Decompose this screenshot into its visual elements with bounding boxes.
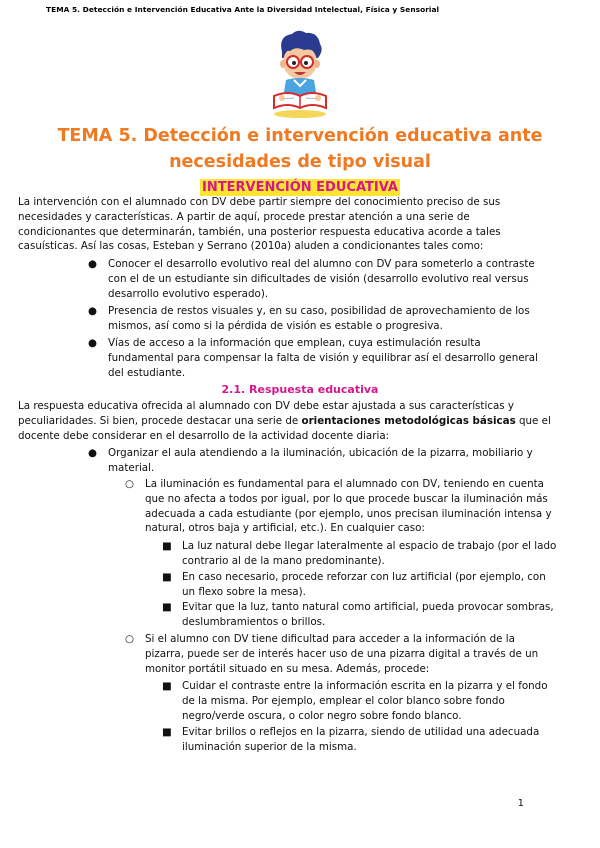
text-line: pizarra, puede ser de interés hacer uso de una pizarra digital a través de un <box>145 647 539 660</box>
text-line: deslumbramientos o brillos. <box>182 615 326 628</box>
list-item <box>88 446 533 476</box>
text-line: con el de un estudiante sin dificultades de visión (desarrollo evolutivo real versus <box>108 272 529 285</box>
bullet-icon: ● <box>88 258 97 270</box>
text-line: Evitar brillos o reflejos en la pizarra, siendo de utilidad una adecuada <box>182 726 540 738</box>
text-line: fundamental para compensar la falta de visión y equilibrar así el desarrollo general <box>108 351 538 364</box>
text-line: Cuidar el contraste entre la información escrita en la pizarra y el fondo <box>182 680 548 692</box>
text-line: condicionantes que determinarán, también, una posterior respuesta educativa acorde a tales <box>18 225 501 238</box>
text-line <box>18 414 578 429</box>
list-item <box>162 600 554 630</box>
page-title-line-2: necesidades de tipo visual <box>169 152 431 172</box>
text-line: del estudiante. <box>108 366 186 379</box>
square-bullet-icon: ■ <box>162 540 172 552</box>
bold-text: orientaciones metodológicas básicas <box>301 414 516 427</box>
section-heading: 2.1. Respuesta educativa <box>221 383 379 396</box>
intro-paragraph <box>18 195 578 254</box>
list-item <box>162 679 548 723</box>
circle-bullet-icon: ○ <box>125 478 134 490</box>
text-line: La iluminación es fundamental para el alumnado con DV, teniendo en cuenta <box>145 478 544 490</box>
text-line: un flexo sobre la mesa). <box>182 585 306 598</box>
square-bullet-icon: ■ <box>162 571 172 583</box>
list-item <box>125 632 539 676</box>
text-line: necesidades y características. A partir de aquí, procede prestar atención a una serie de <box>18 210 470 223</box>
text-line: Presencia de restos visuales y, en su caso, posibilidad de aprovechamiento de los <box>108 305 530 317</box>
text-line: Conocer el desarrollo evolutivo real del alumno con DV para someterlo a contraste <box>108 258 535 270</box>
square-bullet-icon: ■ <box>162 726 172 738</box>
text-line: mismos, así como si la pérdida de visión es estable o progresiva. <box>108 319 443 332</box>
text-line: Vías de acceso a la información que emplean, cuya estimulación resulta <box>108 337 481 349</box>
square-bullet-icon: ■ <box>162 601 172 613</box>
text-line: En caso necesario, procede reforzar con luz artificial (por ejemplo, con <box>182 571 546 583</box>
list-item <box>88 304 530 334</box>
bullet-icon: ● <box>88 305 97 317</box>
list-item <box>125 477 552 536</box>
text-line: La luz natural debe llegar lateralmente al espacio de trabajo (por el lado <box>182 540 557 552</box>
text-line: negro/verde oscura, o color negro sobre fondo blanco. <box>182 709 462 722</box>
text-line: iluminación superior de la misma. <box>182 740 357 753</box>
text-line: docente debe considerar en el desarrollo de la actividad docente diaria: <box>18 429 390 442</box>
text-line: Si el alumno con DV tiene dificultad para acceder a la información de la <box>145 633 515 645</box>
boy-reading-book-icon <box>268 28 332 120</box>
page-title-line-1: TEMA 5. Detección e intervención educativa ante <box>57 126 543 146</box>
text-segment: que el <box>515 414 551 427</box>
text-line: casuísticas. Así las cosas, Esteban y Serrano (2010a) aluden a condicionantes tales como: <box>18 240 484 253</box>
text-line: desarrollo evolutivo esperado). <box>108 287 269 300</box>
text-line: La intervención con el alumnado con DV debe partir siempre del conocimiento preciso de sus <box>18 196 501 208</box>
text-segment: peculiaridades. Si bien, procede destacar una serie de <box>18 414 302 427</box>
list-item <box>162 725 540 755</box>
list-item <box>162 570 546 600</box>
square-bullet-icon: ■ <box>162 680 172 692</box>
subtitle-highlight: INTERVENCIÓN EDUCATIVA <box>202 180 398 195</box>
list-item <box>88 257 535 301</box>
circle-bullet-icon: ○ <box>125 633 134 645</box>
list-item <box>162 539 557 569</box>
text-line: Organizar el aula atendiendo a la iluminación, ubicación de la pizarra, mobiliario y <box>108 447 533 459</box>
text-line: contrario al de la mano predominante). <box>182 554 385 567</box>
text-line: de la misma. Por ejemplo, emplear el color blanco sobre fondo <box>182 694 505 707</box>
subtitle-block <box>0 176 600 196</box>
response-paragraph <box>18 399 578 443</box>
text-line: que no afecta a todos por igual, por lo que procede buscar la iluminación más <box>145 492 548 505</box>
text-line: material. <box>108 461 155 474</box>
bullet-icon: ● <box>88 337 97 349</box>
running-header: TEMA 5. Detección e Intervención Educativa Ante la Diversidad Intelectual, Física y Sensorial <box>46 5 440 14</box>
page-number: 1 <box>517 798 524 809</box>
text-line: Evitar que la luz, tanto natural como artificial, pueda provocar sombras, <box>182 601 554 613</box>
text-line: La respuesta educativa ofrecida al alumnado con DV debe estar ajustada a sus características y <box>18 400 515 412</box>
text-line: monitor portátil situado en su mesa. Además, procede: <box>145 662 430 675</box>
list-item <box>88 336 538 380</box>
text-line: adecuada a cada estudiante (por ejemplo, unos precisan iluminación intensa y <box>145 507 552 520</box>
bullet-icon: ● <box>88 447 97 459</box>
text-line: natural, otros baja y artificial, etc.). En cualquier caso: <box>145 522 425 535</box>
